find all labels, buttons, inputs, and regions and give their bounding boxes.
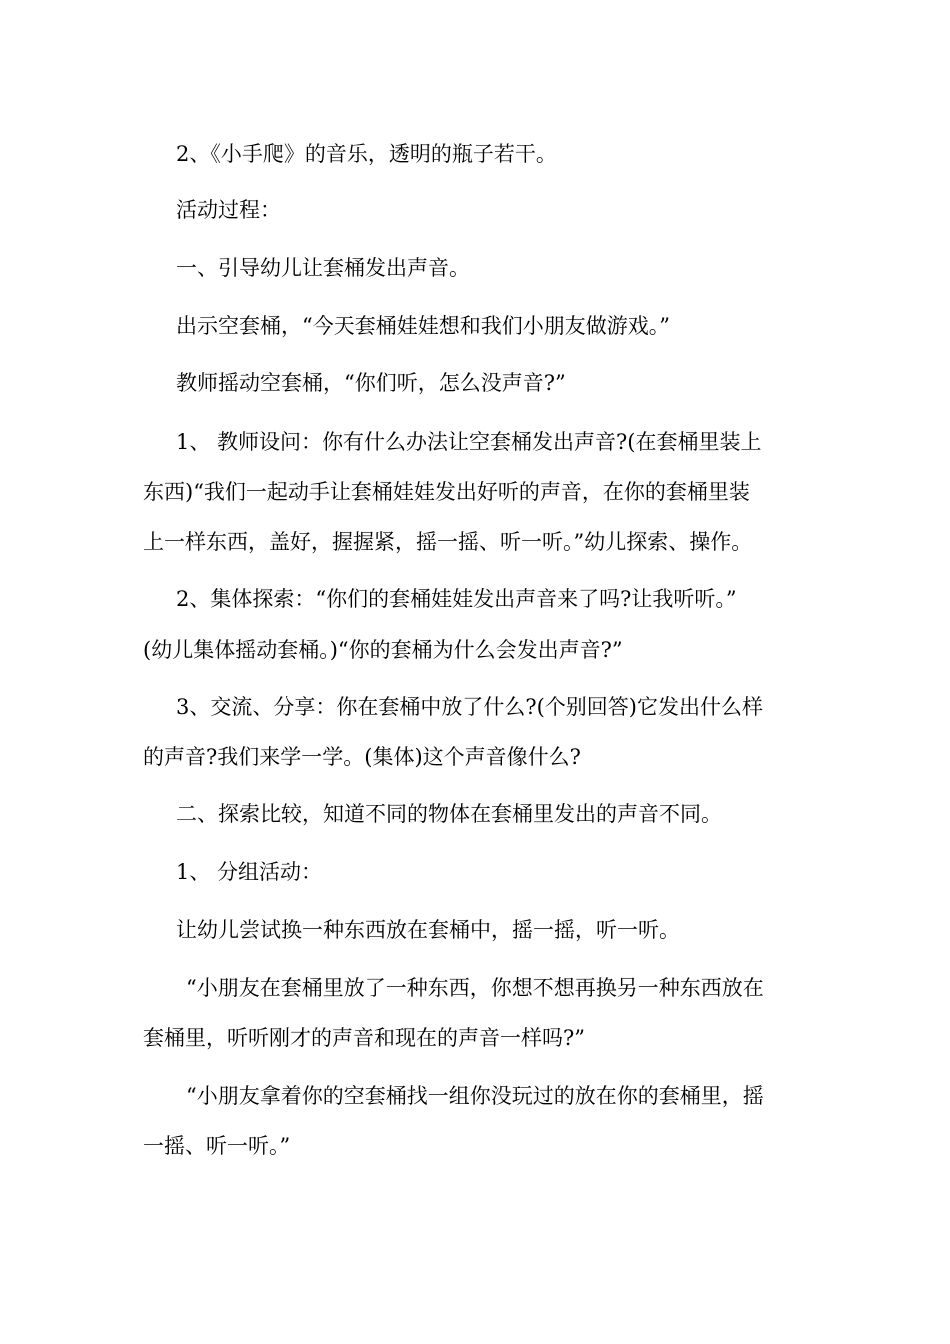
paragraph-quote-2-line-2: 一摇、听一听。”	[143, 1134, 291, 1158]
paragraph-quote-1-line-2: 套桶里，听听刚才的声音和现在的声音一样吗?”	[143, 1026, 585, 1050]
paragraph-item-3-line-1: 3、交流、分享：你在套桶中放了什么?(个别回答)它发出什么样	[176, 695, 764, 719]
heading-section-2: 二、探索比较，知道不同的物体在套桶里发出的声音不同。	[176, 802, 722, 826]
paragraph-item-2-line-2: (幼儿集体摇动套桶。)“你的套桶为什么会发出声音?”	[143, 638, 623, 662]
paragraph-quote-2-line-1: “小朋友拿着你的空套桶找一组你没玩过的放在你的套桶里，摇	[186, 1084, 764, 1108]
paragraph-teacher-shakes: 教师摇动空套桶，“你们听，怎么没声音?”	[176, 371, 566, 395]
paragraph-try-another: 让幼儿尝试换一种东西放在套桶中，摇一摇，听一听。	[176, 918, 680, 942]
paragraph-item-3-line-2: 的声音?我们来学一学。(集体)这个声音像什么?	[143, 745, 581, 769]
paragraph-show-empty-bucket: 出示空套桶，“今天套桶娃娃想和我们小朋友做游戏。”	[176, 314, 670, 338]
paragraph-item-1-line-2: 东西)“我们一起动手让套桶娃娃发出好听的声音，在你的套桶里装	[143, 480, 750, 504]
paragraph-materials-2: 2、《小手爬》的音乐，透明的瓶子若干。	[176, 142, 557, 166]
heading-group-activity: 1、 分组活动：	[176, 860, 323, 884]
paragraph-item-1-line-3: 上一样东西，盖好，握握紧，摇一摇、听一听。”幼儿探索、操作。	[143, 530, 753, 554]
paragraph-item-2-line-1: 2、集体探索：“你们的套桶娃娃发出声音来了吗?让我听听。”	[176, 587, 737, 611]
paragraph-quote-1-line-1: “小朋友在套桶里放了一种东西，你想不想再换另一种东西放在	[186, 976, 764, 1000]
heading-activity-process: 活动过程：	[176, 198, 281, 222]
heading-section-1: 一、引导幼儿让套桶发出声音。	[176, 256, 470, 280]
paragraph-item-1-line-1: 1、 教师设问：你有什么办法让空套桶发出声音?(在套桶里装上	[176, 430, 762, 454]
